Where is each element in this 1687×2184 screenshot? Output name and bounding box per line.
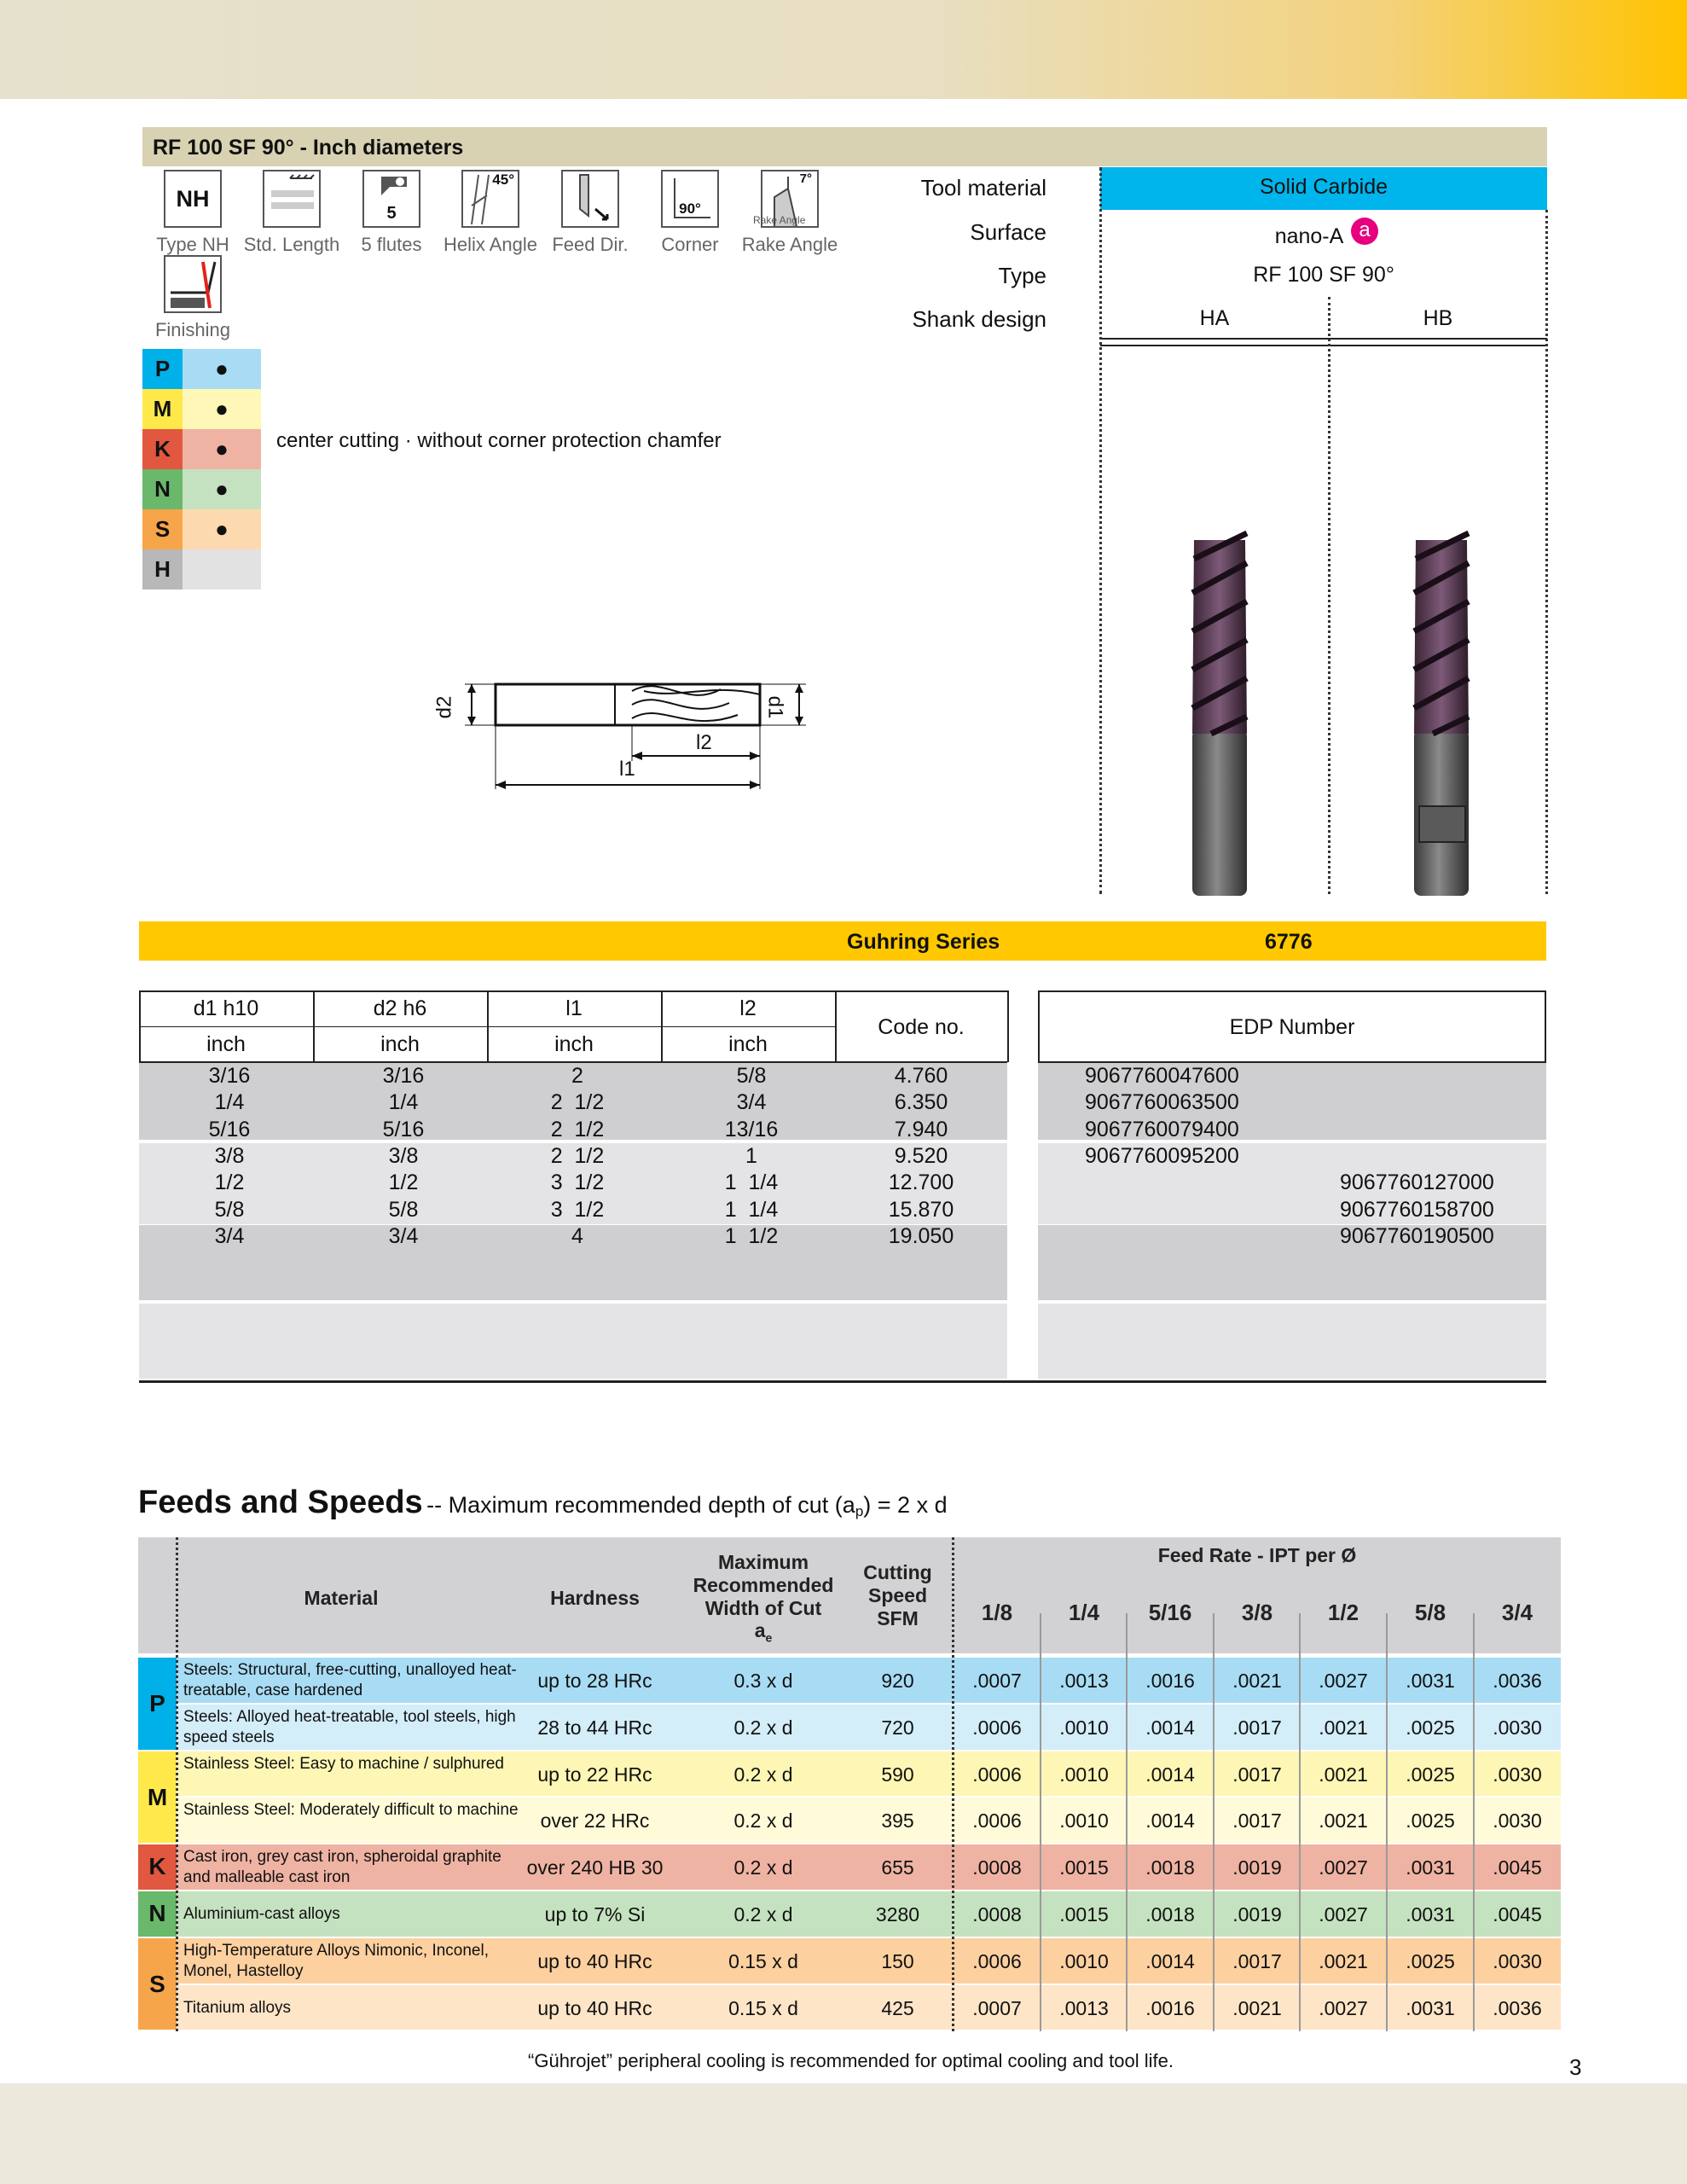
feed-rate-cell: .0017 bbox=[1232, 1716, 1282, 1739]
feed-rate-cell: .0013 bbox=[1059, 1996, 1109, 2019]
feed-row-material: High-Temperature Alloys Nimonic, Inconel, Monel, Hastelloy bbox=[183, 1941, 489, 1980]
dim-cell-d2: 5/8 bbox=[388, 1197, 419, 1222]
dim-cell-d1: 3/4 bbox=[214, 1223, 245, 1248]
feed-dir-label: Feed Dir. bbox=[552, 234, 629, 255]
surface-label: Surface bbox=[970, 219, 1046, 245]
dim-cell-l1: 2 1/2 bbox=[550, 1117, 605, 1141]
feed-row-width: 0.15 x d bbox=[728, 1949, 798, 1972]
dim-cell-l2: 3/4 bbox=[736, 1090, 767, 1115]
std-length-icon bbox=[263, 170, 321, 228]
material-letter: P bbox=[142, 349, 183, 389]
feed-group-k: K bbox=[138, 1844, 177, 1890]
dim-cell-d2: 1/4 bbox=[388, 1090, 419, 1115]
feed-row-width: 0.2 x d bbox=[733, 1716, 793, 1739]
page-title: RF 100 SF 90° - Inch diameters bbox=[153, 136, 464, 160]
dim-table-top-border bbox=[139, 990, 1007, 992]
drawing-label-d1: d1 bbox=[763, 695, 787, 719]
feed-rate-cell: .0014 bbox=[1145, 1809, 1195, 1833]
feed-rate-cell: .0006 bbox=[972, 1763, 1022, 1786]
dim-cell-code: 12.700 bbox=[888, 1170, 954, 1195]
feed-rate-cell: .0027 bbox=[1319, 1996, 1368, 2019]
feed-rate-cell: .0030 bbox=[1493, 1763, 1542, 1786]
shank-ha-label: HA bbox=[1199, 306, 1230, 330]
feed-rate-cell: .0015 bbox=[1059, 1903, 1109, 1926]
feed-row-material: Stainless Steel: Easy to machine / sulphured bbox=[183, 1754, 504, 1773]
flutes-icon-glyph: 5 bbox=[386, 204, 397, 223]
type-nh-icon-glyph: NH bbox=[176, 186, 210, 212]
feed-row-material: Titanium alloys bbox=[183, 1998, 292, 2017]
feed-rate-cell: .0014 bbox=[1145, 1949, 1195, 1972]
dim-cell-d1: 5/16 bbox=[208, 1117, 251, 1141]
corner-icon bbox=[661, 170, 719, 228]
feed-dir-icon-glyph bbox=[563, 171, 617, 226]
feed-col-divider bbox=[1299, 1613, 1301, 2031]
feed-rate-cell: .0017 bbox=[1232, 1949, 1282, 1972]
feed-rate-cell: .0021 bbox=[1319, 1763, 1368, 1786]
dim-cell-d2: 5/16 bbox=[382, 1117, 425, 1141]
feed-rate-header: Feed Rate - IPT per Ø bbox=[1157, 1544, 1357, 1566]
feed-rate-cell: .0019 bbox=[1232, 1903, 1282, 1926]
diameter-header-1: 1/4 bbox=[1068, 1600, 1100, 1625]
feed-rate-cell: .0010 bbox=[1059, 1716, 1109, 1739]
dim-cell-d2: 3/8 bbox=[388, 1143, 419, 1168]
feeds-dotted-left bbox=[176, 1537, 178, 2031]
feed-row-speed: 3280 bbox=[875, 1903, 920, 1926]
feed-rate-cell: .0006 bbox=[972, 1716, 1022, 1739]
dim-cell-l2: 13/16 bbox=[724, 1117, 779, 1141]
feed-row-width: 0.15 x d bbox=[728, 1996, 798, 2019]
feed-rate-cell: .0031 bbox=[1406, 1903, 1455, 1926]
dim-cell-l2: 1 1/4 bbox=[724, 1170, 779, 1195]
drawing-label-l1: l1 bbox=[619, 758, 635, 781]
shank-design-label: Shank design bbox=[912, 306, 1046, 332]
feed-rate-cell: .0008 bbox=[972, 1856, 1022, 1879]
feed-rate-cell: .0030 bbox=[1493, 1809, 1542, 1833]
feed-rate-cell: .0027 bbox=[1319, 1903, 1368, 1926]
type-value: RF 100 SF 90° bbox=[1253, 263, 1394, 287]
feed-rate-cell: .0025 bbox=[1406, 1809, 1455, 1833]
dim-header-2: l1 bbox=[565, 996, 583, 1020]
feed-row-speed: 655 bbox=[881, 1856, 914, 1879]
feed-rate-cell: .0031 bbox=[1406, 1996, 1455, 2019]
dim-header-3: l2 bbox=[739, 996, 757, 1020]
feed-group-s: S bbox=[138, 1938, 177, 2030]
corner-icon-glyph: 90° bbox=[679, 200, 701, 217]
material-suitability: ● bbox=[183, 509, 261, 549]
dotted-divider-right bbox=[1545, 210, 1548, 894]
material-suitability bbox=[183, 549, 261, 590]
material-header: Material bbox=[304, 1587, 379, 1609]
diameter-header-6: 3/4 bbox=[1501, 1600, 1533, 1625]
dim-cell-l2: 1 1/2 bbox=[724, 1223, 779, 1248]
dim-cell-code: 9.520 bbox=[894, 1143, 948, 1168]
edp-ha-cell: 9067760095200 bbox=[1085, 1143, 1239, 1168]
dim-cell-l1: 2 1/2 bbox=[550, 1090, 605, 1115]
flutes-icon bbox=[362, 170, 420, 228]
feed-rate-cell: .0007 bbox=[972, 1996, 1022, 2019]
helix-angle-label: Helix Angle bbox=[443, 234, 538, 255]
material-group-h bbox=[142, 549, 262, 590]
feed-col-divider bbox=[1386, 1613, 1388, 2031]
material-suitability: ● bbox=[183, 389, 261, 429]
dim-cell-code: 7.940 bbox=[894, 1117, 948, 1141]
feed-rate-cell: .0025 bbox=[1406, 1716, 1455, 1739]
feed-rate-cell: .0017 bbox=[1232, 1809, 1282, 1833]
feed-row-width: 0.3 x d bbox=[733, 1670, 793, 1692]
dim-unit-2: inch bbox=[554, 1032, 594, 1056]
feed-rate-cell: .0014 bbox=[1145, 1716, 1195, 1739]
material-group-s bbox=[142, 509, 262, 549]
feed-row-width: 0.2 x d bbox=[733, 1809, 793, 1833]
footer-note: “Gührojet” peripheral cooling is recommended for optimal cooling and tool life. bbox=[528, 2050, 1174, 2071]
header-band bbox=[0, 0, 1687, 99]
nano-a-coating-icon: a bbox=[1351, 218, 1378, 245]
section-title-bar bbox=[142, 127, 1547, 166]
helix-angle-icon bbox=[461, 170, 519, 228]
diameter-header-3: 3/8 bbox=[1241, 1600, 1273, 1625]
std-length-icon-glyph bbox=[264, 171, 319, 226]
feed-rate-cell: .0045 bbox=[1493, 1903, 1542, 1926]
dotted-divider-mid bbox=[1328, 297, 1330, 894]
dim-cell-code: 15.870 bbox=[888, 1197, 954, 1222]
feed-rate-cell: .0021 bbox=[1319, 1809, 1368, 1833]
end-mill-ha-image bbox=[1177, 525, 1262, 900]
dim-cell-code: 19.050 bbox=[888, 1223, 954, 1248]
feed-row-hardness: up to 40 HRc bbox=[537, 1996, 652, 2019]
feeds-title-block bbox=[138, 1484, 948, 1521]
finishing-icon-glyph bbox=[165, 257, 220, 311]
feeds-title: Feeds and Speeds bbox=[138, 1484, 423, 1520]
feed-row-width: 0.2 x d bbox=[733, 1903, 793, 1926]
drawing-label-d2: d2 bbox=[432, 695, 456, 719]
dim-cell-d1: 1/4 bbox=[214, 1090, 245, 1115]
material-suitability: ● bbox=[183, 469, 261, 509]
feed-row-hardness: over 22 HRc bbox=[540, 1809, 650, 1833]
series-number: 6776 bbox=[1265, 930, 1313, 954]
type-nh-label: Type NH bbox=[156, 234, 229, 255]
tool-material-label: Tool material bbox=[920, 175, 1046, 200]
feed-row-speed: 720 bbox=[881, 1716, 914, 1739]
dim-cell-d2: 3/16 bbox=[382, 1064, 425, 1088]
feed-dir-icon bbox=[561, 170, 619, 228]
helix-angle-icon-glyph: 45° bbox=[492, 171, 514, 188]
dim-cell-l2: 5/8 bbox=[736, 1064, 767, 1088]
dotted-divider-left bbox=[1099, 167, 1102, 894]
material-letter: H bbox=[142, 549, 183, 590]
feed-rate-cell: .0018 bbox=[1145, 1856, 1195, 1879]
feed-group-p: P bbox=[138, 1658, 177, 1750]
dim-cell-l2: 1 1/4 bbox=[724, 1197, 779, 1222]
std-length-label: Std. Length bbox=[243, 234, 340, 255]
material-group-p bbox=[142, 349, 262, 389]
dim-table-col-border bbox=[1007, 990, 1009, 1062]
dim-unit-3: inch bbox=[728, 1032, 768, 1056]
feed-row-hardness: up to 7% Si bbox=[544, 1903, 646, 1926]
feed-col-divider bbox=[1473, 1613, 1475, 2031]
rake-angle-label: Rake Angle bbox=[741, 234, 838, 255]
material-group-m bbox=[142, 389, 262, 429]
feed-row-hardness: up to 40 HRc bbox=[537, 1949, 652, 1972]
feed-col-divider bbox=[1126, 1613, 1128, 2031]
dim-cell-code: 4.760 bbox=[894, 1064, 948, 1088]
shank-divider-2 bbox=[1100, 345, 1547, 346]
dim-table-bottom-rule bbox=[139, 1380, 1546, 1383]
feed-group-m: M bbox=[138, 1751, 177, 1844]
page-number: 3 bbox=[1569, 2054, 1582, 2080]
edp-hb-cell: 9067760158700 bbox=[1340, 1197, 1494, 1222]
feed-row-hardness: up to 28 HRc bbox=[537, 1670, 652, 1692]
feed-row-width: 0.2 x d bbox=[733, 1763, 793, 1786]
feed-row-speed: 920 bbox=[881, 1670, 914, 1692]
material-group-n bbox=[142, 469, 262, 509]
feed-rate-cell: .0019 bbox=[1232, 1856, 1282, 1879]
diameter-header-5: 5/8 bbox=[1414, 1600, 1446, 1625]
dim-cell-d1: 3/16 bbox=[208, 1064, 251, 1088]
edp-ha-cell: 9067760079400 bbox=[1085, 1117, 1239, 1141]
rake-angle-icon-glyph: 7° bbox=[799, 171, 812, 186]
feed-rate-cell: .0016 bbox=[1145, 1670, 1195, 1692]
end-mill-hb-image bbox=[1399, 525, 1484, 900]
hardness-header: Hardness bbox=[550, 1587, 640, 1609]
dim-row-band bbox=[139, 1304, 1007, 1379]
dim-cell-d2: 1/2 bbox=[388, 1170, 419, 1195]
diameter-header-4: 1/2 bbox=[1327, 1600, 1359, 1625]
feed-rate-cell: .0025 bbox=[1406, 1949, 1455, 1972]
width-symbol-header bbox=[682, 1619, 844, 1645]
feed-row-width: 0.2 x d bbox=[733, 1856, 793, 1879]
feed-rate-cell: .0030 bbox=[1493, 1716, 1542, 1739]
feed-row-material: Aluminium-cast alloys bbox=[183, 1905, 340, 1923]
flutes-label: 5 flutes bbox=[361, 234, 422, 255]
feed-rate-cell: .0027 bbox=[1319, 1670, 1368, 1692]
feed-row-hardness: 28 to 44 HRc bbox=[537, 1716, 652, 1739]
feed-rate-cell: .0027 bbox=[1319, 1856, 1368, 1879]
feed-row-speed: 150 bbox=[881, 1949, 914, 1972]
dim-cell-d2: 3/4 bbox=[388, 1223, 419, 1248]
edp-row-band bbox=[1038, 1304, 1546, 1379]
feed-rate-cell: .0010 bbox=[1059, 1763, 1109, 1786]
dim-unit-1: inch bbox=[380, 1032, 420, 1056]
dim-cell-l1: 2 bbox=[571, 1064, 583, 1088]
width-of-cut-header: Maximum Recommended Width of Cut bbox=[693, 1551, 834, 1619]
feed-rate-cell: .0007 bbox=[972, 1670, 1022, 1692]
tool-description: center cutting · without corner protection chamfer bbox=[276, 429, 722, 452]
feed-rate-cell: .0010 bbox=[1059, 1949, 1109, 1972]
dim-cell-d1: 5/8 bbox=[214, 1197, 245, 1222]
feed-rate-cell: .0031 bbox=[1406, 1670, 1455, 1692]
tool-material-value: Solid Carbide bbox=[1259, 175, 1388, 199]
dim-cell-l1: 3 1/2 bbox=[550, 1197, 605, 1222]
shank-hb-label: HB bbox=[1423, 306, 1453, 330]
feed-group-n: N bbox=[138, 1891, 177, 1937]
feed-rate-cell: .0010 bbox=[1059, 1809, 1109, 1833]
type-nh-icon bbox=[164, 170, 222, 228]
feed-rate-cell: .0018 bbox=[1145, 1903, 1195, 1926]
edp-table-top-border bbox=[1038, 990, 1546, 992]
feed-rate-cell: .0030 bbox=[1493, 1949, 1542, 1972]
feed-col-divider bbox=[1040, 1613, 1041, 2031]
dim-header-1: d2 h6 bbox=[373, 996, 427, 1020]
feed-rate-cell: .0015 bbox=[1059, 1856, 1109, 1879]
material-letter: M bbox=[142, 389, 183, 429]
drawing-label-l2: l2 bbox=[696, 731, 712, 754]
dim-cell-l1: 3 1/2 bbox=[550, 1170, 605, 1195]
dim-cell-d1: 3/8 bbox=[214, 1143, 245, 1168]
diameter-header-0: 1/8 bbox=[981, 1600, 1013, 1625]
feed-rate-cell: .0036 bbox=[1493, 1670, 1542, 1692]
feed-rate-cell: .0017 bbox=[1232, 1763, 1282, 1786]
feed-rate-cell: .0045 bbox=[1493, 1856, 1542, 1879]
feed-rate-cell: .0016 bbox=[1145, 1996, 1195, 2019]
feed-rate-cell: .0006 bbox=[972, 1949, 1022, 1972]
material-group-k bbox=[142, 429, 262, 469]
feed-row-material: Cast iron, grey cast iron, spheroidal graphite and malleable cast iron bbox=[183, 1848, 501, 1887]
feed-rate-cell: .0021 bbox=[1232, 1670, 1282, 1692]
material-letter: N bbox=[142, 469, 183, 509]
feed-rate-cell: .0021 bbox=[1232, 1996, 1282, 2019]
feed-rate-cell: .0031 bbox=[1406, 1856, 1455, 1879]
material-letter: S bbox=[142, 509, 183, 549]
feed-row-hardness: over 240 HB 30 bbox=[526, 1856, 664, 1879]
dim-cell-l1: 2 1/2 bbox=[550, 1143, 605, 1168]
edp-ha-cell: 9067760047600 bbox=[1085, 1064, 1239, 1088]
feed-row-material: Stainless Steel: Moderately difficult to machine bbox=[183, 1801, 519, 1820]
feed-row-speed: 395 bbox=[881, 1809, 914, 1833]
material-letter: K bbox=[142, 429, 183, 469]
series-bar bbox=[139, 921, 1546, 961]
feed-rate-cell: .0021 bbox=[1319, 1716, 1368, 1739]
type-label: Type bbox=[998, 263, 1046, 288]
edp-hb-cell: 9067760127000 bbox=[1340, 1170, 1494, 1195]
feed-row-speed: 590 bbox=[881, 1763, 914, 1786]
code-no-header: Code no. bbox=[878, 1015, 965, 1039]
diameter-header-2: 5/16 bbox=[1148, 1600, 1192, 1625]
dim-header-0: d1 h10 bbox=[193, 996, 259, 1020]
finishing-icon bbox=[164, 255, 222, 313]
dim-cell-code: 6.350 bbox=[894, 1090, 948, 1115]
width-symbol-sub: e bbox=[765, 1630, 773, 1645]
feed-rate-cell: .0008 bbox=[972, 1903, 1022, 1926]
dim-unit-0: inch bbox=[206, 1032, 246, 1056]
feed-rate-cell: .0006 bbox=[972, 1809, 1022, 1833]
rake-angle-sublabel: Rake Angle bbox=[753, 214, 806, 226]
feed-rate-cell: .0013 bbox=[1059, 1670, 1109, 1692]
feed-row-hardness: up to 22 HRc bbox=[537, 1763, 652, 1786]
feed-row-material: Steels: Alloyed heat-treatable, tool steels, high speed steels bbox=[183, 1707, 516, 1746]
width-symbol: a bbox=[754, 1619, 766, 1641]
cutting-speed-header: Cutting Speed SFM bbox=[863, 1561, 932, 1629]
footer-band bbox=[0, 2083, 1687, 2184]
edp-number-header: EDP Number bbox=[1229, 1015, 1355, 1039]
shank-divider-1 bbox=[1100, 338, 1547, 340]
surface-value: nano-A bbox=[1274, 224, 1344, 248]
material-suitability: ● bbox=[183, 349, 261, 389]
dim-cell-d1: 1/2 bbox=[214, 1170, 245, 1195]
edp-hb-cell: 9067760190500 bbox=[1340, 1223, 1494, 1248]
feeds-subtitle-pre: -- Maximum recommended depth of cut (a bbox=[426, 1492, 855, 1518]
feed-col-divider bbox=[1213, 1613, 1215, 2031]
dim-cell-l1: 4 bbox=[571, 1223, 583, 1248]
feeds-dotted-mid bbox=[952, 1537, 954, 2031]
feed-rate-cell: .0025 bbox=[1406, 1763, 1455, 1786]
feed-rate-cell: .0036 bbox=[1493, 1996, 1542, 2019]
dim-cell-l2: 1 bbox=[745, 1143, 757, 1168]
corner-label: Corner bbox=[661, 234, 719, 255]
edp-ha-cell: 9067760063500 bbox=[1085, 1090, 1239, 1115]
feed-row-material: Steels: Structural, free-cutting, unalloyed heat-treatable, case hardened bbox=[183, 1661, 517, 1699]
feed-rate-cell: .0014 bbox=[1145, 1763, 1195, 1786]
material-suitability: ● bbox=[183, 429, 261, 469]
series-label: Guhring Series bbox=[847, 930, 1000, 954]
feeds-subtitle-post: ) = 2 x d bbox=[863, 1492, 948, 1518]
feed-row-speed: 425 bbox=[881, 1996, 914, 2019]
feed-rate-cell: .0021 bbox=[1319, 1949, 1368, 1972]
finishing-label: Finishing bbox=[154, 319, 231, 340]
feeds-subtitle-sub: p bbox=[855, 1503, 864, 1520]
